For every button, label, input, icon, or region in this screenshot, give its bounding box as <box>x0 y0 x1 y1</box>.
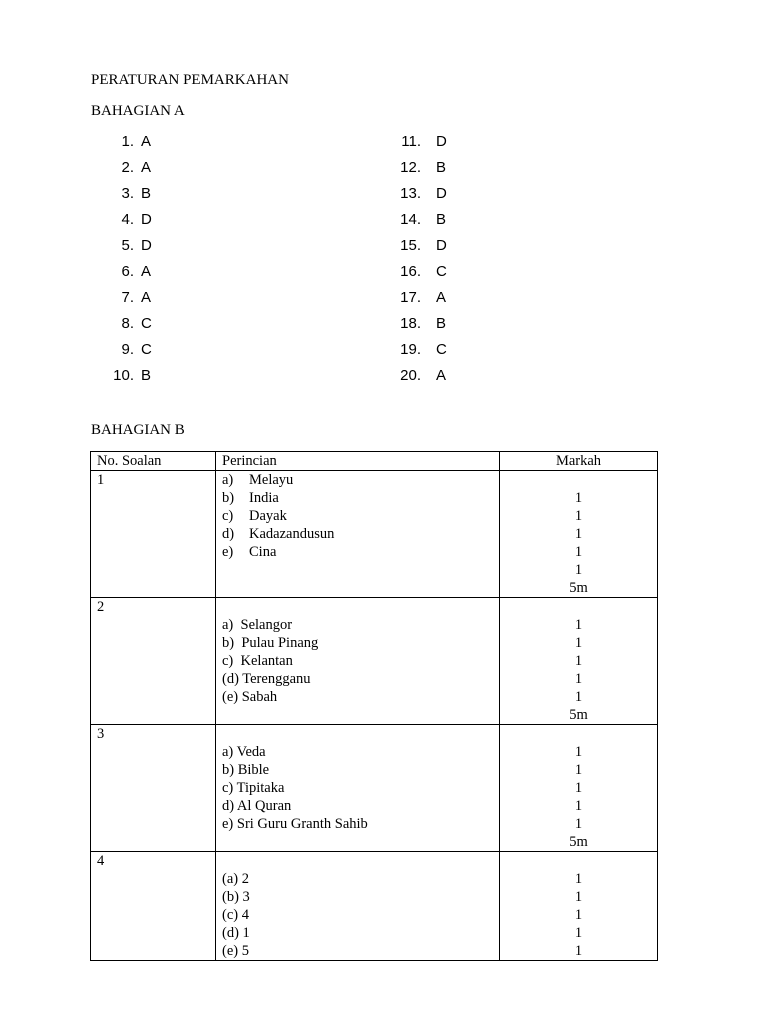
answer-letter: A <box>436 289 447 306</box>
detail-item: (c) 4 <box>222 907 249 923</box>
answer-letter: D <box>436 185 447 202</box>
section-a-heading: BAHAGIAN A <box>91 103 185 119</box>
answer-letter: B <box>141 185 152 202</box>
answer-list-left <box>104 132 152 392</box>
question-number: 6. <box>121 263 134 280</box>
question-number: 3. <box>121 185 134 202</box>
answer-item <box>380 132 447 158</box>
question-number: 10. <box>113 367 134 384</box>
question-number: 1. <box>121 133 134 150</box>
answer-letter: B <box>436 159 447 176</box>
question-number: 18. <box>400 315 421 332</box>
answer-letter: D <box>141 211 152 228</box>
answer-letter: A <box>141 133 152 150</box>
answer-item <box>104 288 152 314</box>
question-number: 3 <box>91 725 216 852</box>
mark-total: 5m <box>569 834 588 850</box>
table-row <box>91 471 658 598</box>
detail-item: d) Kadazandusun <box>222 526 335 542</box>
question-number: 19. <box>400 341 421 358</box>
question-number: 8. <box>121 315 134 332</box>
answer-item <box>380 262 447 288</box>
mark-value: 1 <box>574 762 583 778</box>
mark-value: 1 <box>574 671 583 687</box>
header-perincian: Perincian <box>216 452 500 471</box>
answer-item <box>104 314 152 340</box>
detail-item: (b) 3 <box>222 889 250 905</box>
mark-value: 1 <box>574 816 583 832</box>
mark-value: 1 <box>574 635 583 651</box>
mark-value: 1 <box>574 544 583 560</box>
details-cell <box>216 471 500 598</box>
question-number: 15. <box>400 237 421 254</box>
marks-cell <box>500 852 658 961</box>
mark-value: 1 <box>574 907 583 923</box>
details-cell <box>216 598 500 725</box>
answer-item <box>104 262 152 288</box>
answer-item <box>380 340 447 366</box>
detail-item: b) India <box>222 490 279 506</box>
detail-item: a) Veda <box>222 744 266 760</box>
mark-total: 5m <box>569 580 588 596</box>
answer-letter: A <box>141 263 152 280</box>
question-number: 1 <box>91 471 216 598</box>
table-row <box>91 725 658 852</box>
detail-item: c) Tipitaka <box>222 780 285 796</box>
mark-value: 1 <box>574 562 583 578</box>
mark-value: 1 <box>574 780 583 796</box>
question-number: 12. <box>400 159 421 176</box>
question-number: 17. <box>400 289 421 306</box>
mark-value: 1 <box>574 689 583 705</box>
details-cell <box>216 852 500 961</box>
detail-item: c) Dayak <box>222 508 287 524</box>
answer-item <box>104 158 152 184</box>
mark-total: 5m <box>569 707 588 723</box>
answer-item <box>380 314 447 340</box>
mark-value: 1 <box>574 508 583 524</box>
detail-item: e) Cina <box>222 544 277 560</box>
answer-item <box>104 132 152 158</box>
question-number: 4 <box>91 852 216 961</box>
section-b-heading: BAHAGIAN B <box>91 422 185 438</box>
detail-item: e) Sri Guru Granth Sahib <box>222 816 368 832</box>
mark-value: 1 <box>574 925 583 941</box>
answer-letter: C <box>436 341 447 358</box>
question-number: 4. <box>121 211 134 228</box>
detail-item: (d) 1 <box>222 925 250 941</box>
marking-table <box>90 451 658 961</box>
answer-letter: A <box>141 289 152 306</box>
question-number: 9. <box>121 341 134 358</box>
detail-item: b) Pulau Pinang <box>222 635 319 651</box>
answer-item <box>104 210 152 236</box>
answer-item <box>104 366 152 392</box>
mark-value: 1 <box>574 653 583 669</box>
marks-cell <box>500 471 658 598</box>
detail-item: (e) 5 <box>222 943 249 959</box>
table-header-row <box>91 452 658 471</box>
answer-letter: D <box>436 133 447 150</box>
mark-value: 1 <box>574 744 583 760</box>
question-number: 16. <box>400 263 421 280</box>
question-number: 13. <box>400 185 421 202</box>
page-title: PERATURAN PEMARKAHAN <box>91 72 289 88</box>
question-number: 2 <box>91 598 216 725</box>
detail-item: (a) 2 <box>222 871 249 887</box>
answer-item <box>104 184 152 210</box>
detail-item: (d) Terengganu <box>222 671 311 687</box>
mark-value: 1 <box>574 798 583 814</box>
answer-letter: C <box>141 315 152 332</box>
detail-item: a) Selangor <box>222 617 293 633</box>
answer-list-right <box>380 132 447 392</box>
question-number: 7. <box>121 289 134 306</box>
mark-value: 1 <box>574 526 583 542</box>
answer-letter: A <box>436 367 447 384</box>
answer-letter: C <box>141 341 152 358</box>
question-number: 5. <box>121 237 134 254</box>
mark-value: 1 <box>574 617 583 633</box>
answer-item <box>380 366 447 392</box>
answer-letter: D <box>436 237 447 254</box>
answer-letter: B <box>436 315 447 332</box>
header-markah: Markah <box>500 452 658 471</box>
detail-item: a) Melayu <box>222 472 294 488</box>
detail-item: c) Kelantan <box>222 653 293 669</box>
detail-item: d) Al Quran <box>222 798 292 814</box>
question-number: 11. <box>401 133 421 150</box>
table-row <box>91 852 658 961</box>
header-no-soalan: No. Soalan <box>91 452 216 471</box>
details-cell <box>216 725 500 852</box>
answer-item <box>380 184 447 210</box>
answer-letter: D <box>141 237 152 254</box>
answer-letter: A <box>141 159 152 176</box>
question-number: 14. <box>400 211 421 228</box>
table-row <box>91 598 658 725</box>
answer-item <box>380 158 447 184</box>
detail-item: b) Bible <box>222 762 270 778</box>
mark-value: 1 <box>574 943 583 959</box>
mark-value: 1 <box>574 889 583 905</box>
answer-item <box>380 210 447 236</box>
answer-letter: B <box>141 367 152 384</box>
answer-item <box>104 236 152 262</box>
answer-letter: B <box>436 211 447 228</box>
answer-letter: C <box>436 263 447 280</box>
marks-cell <box>500 598 658 725</box>
detail-item: (e) Sabah <box>222 689 278 705</box>
marks-cell <box>500 725 658 852</box>
mark-value: 1 <box>574 490 583 506</box>
answer-item <box>380 236 447 262</box>
answer-item <box>104 340 152 366</box>
question-number: 2. <box>121 159 134 176</box>
answer-item <box>380 288 447 314</box>
mark-value: 1 <box>574 871 583 887</box>
question-number: 20. <box>400 367 421 384</box>
